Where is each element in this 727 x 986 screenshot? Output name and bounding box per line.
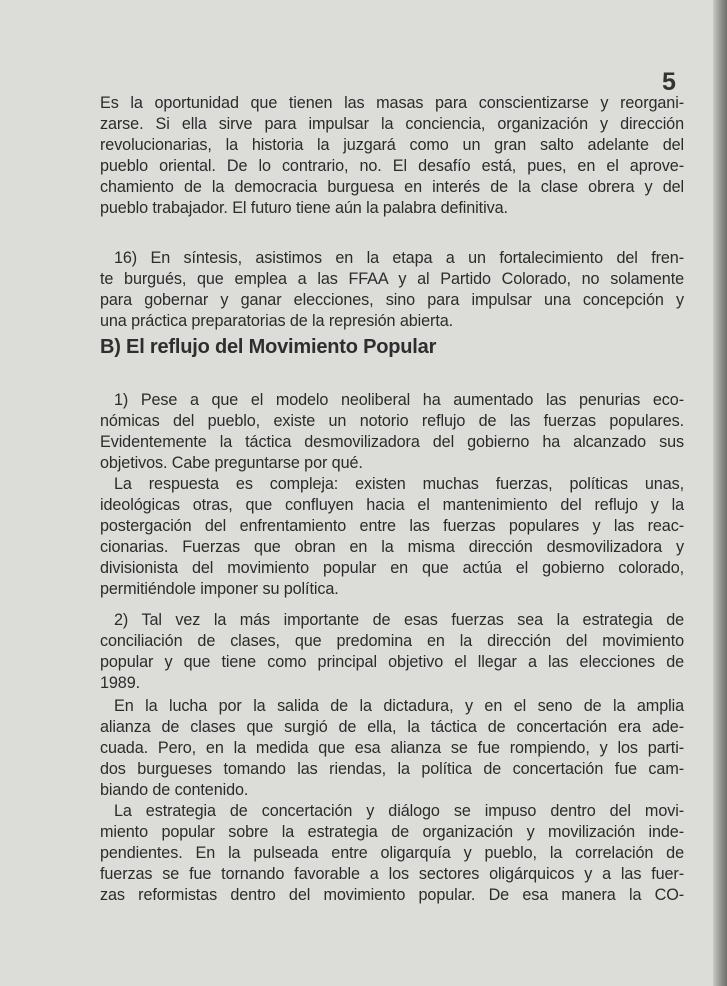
text-line: cuada. Pero, en la medida que esa alianza se fue rompiendo, y los parti-: [100, 739, 684, 757]
text-line: Es la oportunidad que tienen las masas para conscientizarse y reorgani-: [100, 94, 684, 112]
paragraph: [100, 474, 684, 600]
text-line: objetivos. Cabe preguntarse por qué.: [100, 454, 363, 472]
paragraph: [100, 93, 684, 219]
text-line: fuerzas se fue tornando favorable a los sectores oligárquicos y a las fuer-: [100, 865, 684, 883]
text-line: La estrategia de concertación y diálogo se impuso dentro del movi-: [114, 802, 684, 820]
text-line: chamiento de la democracia burguesa en interés de la clase obrera y del: [100, 178, 684, 196]
text-line: alianza de clases que surgió de ella, la táctica de concertación era ade-: [100, 718, 684, 736]
text-line: zas reformistas dentro del movimiento popular. De esa manera la CO-: [100, 886, 684, 904]
paragraph: [100, 610, 684, 694]
paragraph: [100, 801, 684, 906]
text-line: miento popular sobre la estrategia de organización y movilización inde-: [100, 823, 684, 841]
text-line: dos burgueses tomando las riendas, la política de concertación fue cam-: [100, 760, 684, 778]
text-line: popular y que tiene como principal objetivo el llegar a las elecciones de: [100, 653, 684, 671]
paragraph: [100, 390, 684, 474]
text-line: conciliación de clases, que predomina en la dirección del movimiento: [100, 632, 684, 650]
text-line: 2) Tal vez la más importante de esas fuerzas sea la estrategia de: [114, 611, 684, 629]
text-line: divisionista del movimiento popular en que actúa el gobierno colorado,: [100, 559, 684, 577]
text-line: nómicas del pueblo, existe un notorio reflujo de las fuerzas populares.: [100, 412, 684, 430]
text-line: La respuesta es compleja: existen muchas fuerzas, políticas unas,: [114, 475, 684, 493]
text-line: permitiéndole imponer su política.: [100, 580, 339, 598]
text-line: cionarias. Fuerzas que obran en la misma dirección desmovilizadora y: [100, 538, 684, 556]
text-line: para gobernar y ganar elecciones, sino para impulsar una concepción y: [100, 291, 684, 309]
text-line: ideológicas otras, que confluyen hacia el mantenimiento del reflujo y la: [100, 496, 684, 514]
paragraph: [100, 696, 684, 801]
text-line: pendientes. En la pulseada entre oligarquía y pueblo, la correlación de: [100, 844, 684, 862]
text-line: una práctica preparatorias de la represión abierta.: [100, 312, 454, 330]
text-line: postergación del enfrentamiento entre las fuerzas populares y las reac-: [100, 517, 684, 535]
paragraph: [100, 248, 684, 332]
text-line: pueblo oriental. De lo contrario, no. El desafío está, pues, en el aprove-: [100, 157, 684, 175]
page-number: 5: [662, 68, 676, 96]
text-line: revolucionarias, la historia la juzgará como un gran salto adelante del: [100, 136, 684, 154]
section-heading: B) El reflujo del Movimiento Popular: [100, 336, 437, 358]
text-line: 1) Pese a que el modelo neoliberal ha aumentado las penurias eco-: [114, 391, 684, 409]
book-binding-shadow: [713, 0, 727, 986]
text-line: biando de contenido.: [100, 781, 249, 799]
text-line: 16) En síntesis, asistimos en la etapa a un fortalecimiento del fren-: [114, 249, 684, 267]
text-line: En la lucha por la salida de la dictadura, y en el seno de la amplia: [114, 697, 684, 715]
text-line: zarse. Si ella sirve para impulsar la conciencia, organización y dirección: [100, 115, 684, 133]
text-line: Evidentemente la táctica desmovilizadora del gobierno ha alcanzado sus: [100, 433, 684, 451]
text-line: te burgués, que emplea a las FFAA y al Partido Colorado, no solamente: [100, 270, 684, 288]
text-line: pueblo trabajador. El futuro tiene aún la palabra definitiva.: [100, 199, 508, 217]
text-line: 1989.: [100, 674, 141, 692]
